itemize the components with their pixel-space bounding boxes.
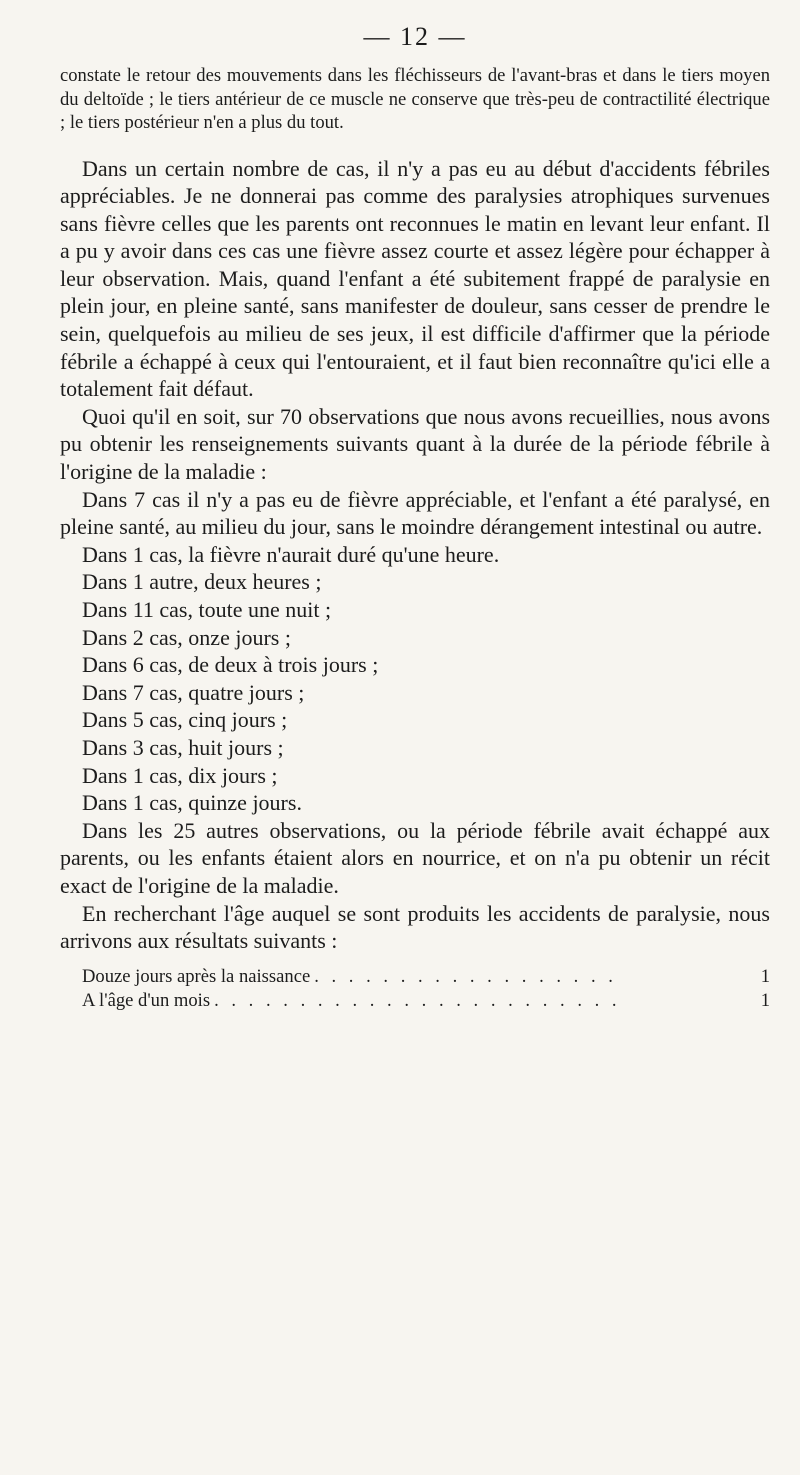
list-item: Dans 6 cas, de deux à trois jours ; bbox=[82, 652, 379, 678]
list-item: Dans 2 cas, onze jours ; bbox=[82, 624, 291, 650]
list-item: Dans 3 cas, huit jours ; bbox=[82, 734, 284, 760]
age-table bbox=[60, 965, 770, 1013]
paragraph: Dans un certain nombre de cas, il n'y a pas eu au début d'accidents fébriles appréciables. Je ne donnerai pas comme des paralysies atrophiques survenues sans fièvre celles que les parents ont reconnues le matin en levant leur enfant. Il a pu y avoir dans ces cas une fièvre assez courte et assez légère pour échapper à leur observation. Mais, quand l'enfant a été subitement frappé de paralysie en plein jour, en pleine santé, sans manifester de douleur, sans cesser de prendre le sein, quelquefois au milieu de ses jeux, il est difficile d'affirmer que la période fébrile a échappé à ceux qui l'entouraient, et il faut bien reconnaître qu'ici elle a totalement fait défaut. bbox=[60, 155, 770, 402]
list-item: Dans 7 cas, quatre jours ; bbox=[82, 679, 305, 705]
age-label: Douze jours après la naissance bbox=[82, 965, 311, 987]
paragraph: Dans 7 cas il n'y a pas eu de fièvre appréciable, et l'enfant a été paralysé, en pleine santé, au milieu du jour, sans le moindre dérangement intestinal ou autre. bbox=[60, 486, 770, 540]
list-item: Dans 5 cas, cinq jours ; bbox=[82, 707, 288, 733]
page-number: — 12 — bbox=[363, 22, 467, 51]
paragraph: En recherchant l'âge auquel se sont produits les accidents de paralysie, nous arrivons aux résultats suivants : bbox=[60, 900, 770, 954]
list-item: Dans 1 autre, deux heures ; bbox=[82, 569, 322, 595]
main-text bbox=[60, 155, 770, 955]
table-row bbox=[82, 965, 770, 989]
paragraph: Quoi qu'il en soit, sur 70 observations que nous avons recueillies, nous avons pu obtenir les renseignements suivants quant à la durée de la période fébrile à l'origine de la maladie : bbox=[60, 403, 770, 485]
list-item: Dans 1 cas, la fièvre n'aurait duré qu'une heure. bbox=[82, 541, 500, 567]
paragraph: Dans les 25 autres observations, ou la période fébrile avait échappé aux parents, ou les enfants étaient alors en nourrice, et on n'a pu obtenir un récit exact de l'origine de la maladie. bbox=[60, 817, 770, 898]
intro-paragraph: constate le retour des mouvements dans les fléchisseurs de l'avant-bras et dans le tiers moyen du deltoïde ; le tiers antérieur de ce muscle ne conserve que très-peu de contractilité électrique ; le tiers postérieur n'en a plus du tout. bbox=[60, 65, 770, 133]
table-row bbox=[82, 989, 770, 1013]
list-item: Dans 1 cas, quinze jours. bbox=[82, 790, 302, 816]
leader-dots bbox=[314, 965, 616, 989]
document-page bbox=[60, 22, 770, 1013]
list-item: Dans 1 cas, dix jours ; bbox=[82, 762, 278, 788]
list-item: Dans 11 cas, toute une nuit ; bbox=[82, 597, 332, 622]
age-count: 1 bbox=[760, 989, 770, 1011]
age-count: 1 bbox=[760, 965, 770, 987]
duration-list bbox=[60, 541, 770, 817]
leader-dots bbox=[214, 989, 616, 1013]
age-label: A l'âge d'un mois bbox=[82, 989, 211, 1011]
